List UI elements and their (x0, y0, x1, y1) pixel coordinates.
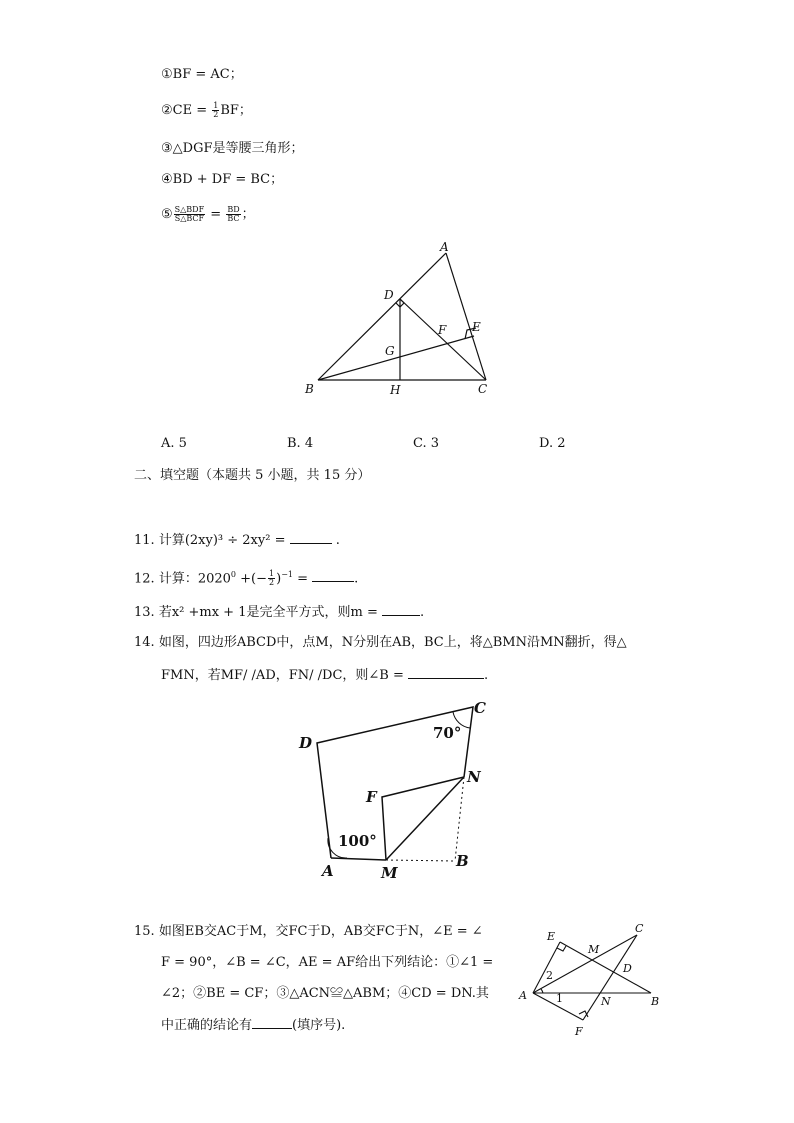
q15-text-4b: (填序号). (292, 1018, 346, 1033)
fraction-denominator: 2 (213, 110, 219, 119)
q12-exponent-zero: 0 (230, 570, 237, 579)
q12-text-c: ) (276, 571, 282, 587)
label-a: A (519, 989, 527, 1002)
label-h: H (390, 383, 401, 397)
q12-text-d: = (292, 571, 313, 587)
q15-text-3: ∠2；②BE = CF；③△ACN≌△ABM；④CD = DN.其 (161, 986, 489, 1001)
angle-a-label: 100° (338, 832, 377, 850)
label-e: E (547, 930, 556, 943)
q13-answer-blank[interactable] (382, 603, 420, 616)
q15-text-2: F = 90°，∠B = ∠C，AE = AF给出下列结论：①∠1 = (161, 955, 494, 970)
q12-number: 12. (134, 571, 155, 587)
q15-text-4a: 中正确的结论有 (161, 1018, 253, 1033)
label-f: F (575, 1025, 583, 1038)
question-15-line-4 (161, 1016, 345, 1035)
statement-4: ④BD + DF = BC； (161, 172, 284, 187)
q12-fraction (268, 570, 275, 587)
question-12 (134, 566, 358, 588)
q12-exponent-neg-one: −1 (281, 570, 293, 579)
segment-be (318, 336, 474, 380)
angle-c-label: 70° (433, 724, 462, 742)
label-b: B (456, 852, 469, 870)
label-d: D (299, 734, 313, 752)
right-angle-f (579, 1011, 588, 1017)
label-n: N (467, 768, 481, 786)
congruence-figure (515, 918, 665, 1043)
label-a: A (440, 240, 449, 254)
q12-text-a: 计算：2020 (158, 571, 231, 587)
q15-number: 15. (134, 924, 155, 939)
q12-end: . (354, 571, 359, 587)
statement-5 (161, 206, 255, 224)
q13-number: 13. (134, 605, 155, 620)
q13-end: . (419, 605, 425, 620)
q11-end: . (335, 533, 340, 548)
q14-end: . (484, 668, 489, 683)
label-m: M (381, 864, 398, 882)
q11-number: 11. (134, 533, 155, 548)
side-numerator: BD (227, 205, 240, 214)
q15-text-1: 如图EB交AC于M，交FC于D，AB交FC于N，∠E = ∠ (158, 924, 483, 939)
label-a: A (322, 862, 334, 880)
question-14-line-2 (161, 666, 488, 685)
statement-2-suffix: BF； (220, 103, 252, 118)
option-b[interactable]: B. 4 (287, 436, 314, 451)
area-ratio-fraction (174, 206, 205, 223)
label-g: G (385, 344, 395, 358)
statement-3: ③△DGF是等腰三角形； (161, 141, 304, 156)
option-a[interactable]: A. 5 (161, 436, 187, 451)
label-b: B (651, 995, 660, 1008)
segment-ab (318, 253, 446, 380)
q13-text: 若x² +mx + 1是完全平方式，则m = (158, 605, 382, 620)
angle-label-1: 1 (556, 992, 563, 1005)
label-d: D (623, 962, 632, 975)
right-angle-e (557, 946, 566, 951)
label-m: M (588, 943, 600, 956)
statement-2 (161, 102, 252, 120)
option-c[interactable]: C. 3 (413, 436, 440, 451)
q14-text-1: 如图，四边形ABCD中，点M，N分别在AB，BC上，将△BMN沿MN翻折，得△ (158, 635, 627, 650)
segment-am (331, 858, 386, 860)
q12-answer-blank[interactable] (312, 569, 354, 582)
section-title: 二、填空题（本题共 5 小题，共 15 分） (134, 468, 371, 483)
option-d[interactable]: D. 2 (539, 436, 566, 451)
area-numerator: S△BDF (174, 205, 205, 214)
question-15-line-1 (134, 923, 483, 941)
area-denominator: S△BCF (174, 214, 205, 223)
equals-sign: = (206, 207, 226, 222)
statement-1: ①BF = AC； (161, 67, 243, 82)
dashed-mb (386, 860, 455, 861)
q11-answer-blank[interactable] (290, 531, 332, 544)
q12-text-b: +(− (236, 571, 268, 587)
side-ratio-fraction (226, 206, 240, 223)
fraction-numerator: 1 (213, 101, 219, 110)
segment-mn (386, 777, 464, 860)
q14-number: 14. (134, 635, 155, 650)
label-e: E (472, 320, 481, 334)
angle-label-2: 2 (546, 969, 553, 982)
label-n: N (601, 995, 611, 1008)
statement-5-suffix: ； (241, 207, 255, 222)
fraction-half (212, 102, 219, 119)
question-11 (134, 531, 340, 550)
dashed-nb (455, 777, 464, 861)
quadrilateral-figure (295, 695, 495, 885)
question-13 (134, 603, 424, 622)
label-f: F (366, 788, 377, 806)
q11-text: 计算(2xy)³ ÷ 2xy² = (158, 533, 290, 548)
label-c: C (478, 382, 488, 396)
q14-text-2: FMN，若MF/ /AD，FN/ /DC，则∠B = (161, 668, 409, 683)
q15-answer-blank[interactable] (252, 1016, 292, 1029)
q12-fraction-denominator: 2 (269, 578, 275, 588)
question-14-line-1 (134, 634, 627, 652)
triangle-figure (295, 235, 500, 400)
statement-2-prefix: ②CE = (161, 103, 212, 118)
label-f: F (438, 323, 447, 337)
q14-answer-blank[interactable] (408, 666, 484, 679)
label-d: D (384, 288, 394, 302)
angle-arc-1 (541, 989, 543, 993)
label-c: C (635, 922, 644, 935)
label-b: B (305, 382, 314, 396)
label-c: C (474, 699, 486, 717)
side-denominator: BC (227, 214, 240, 223)
statement-5-prefix: ⑤ (161, 207, 173, 222)
q12-fraction-numerator: 1 (269, 569, 275, 579)
